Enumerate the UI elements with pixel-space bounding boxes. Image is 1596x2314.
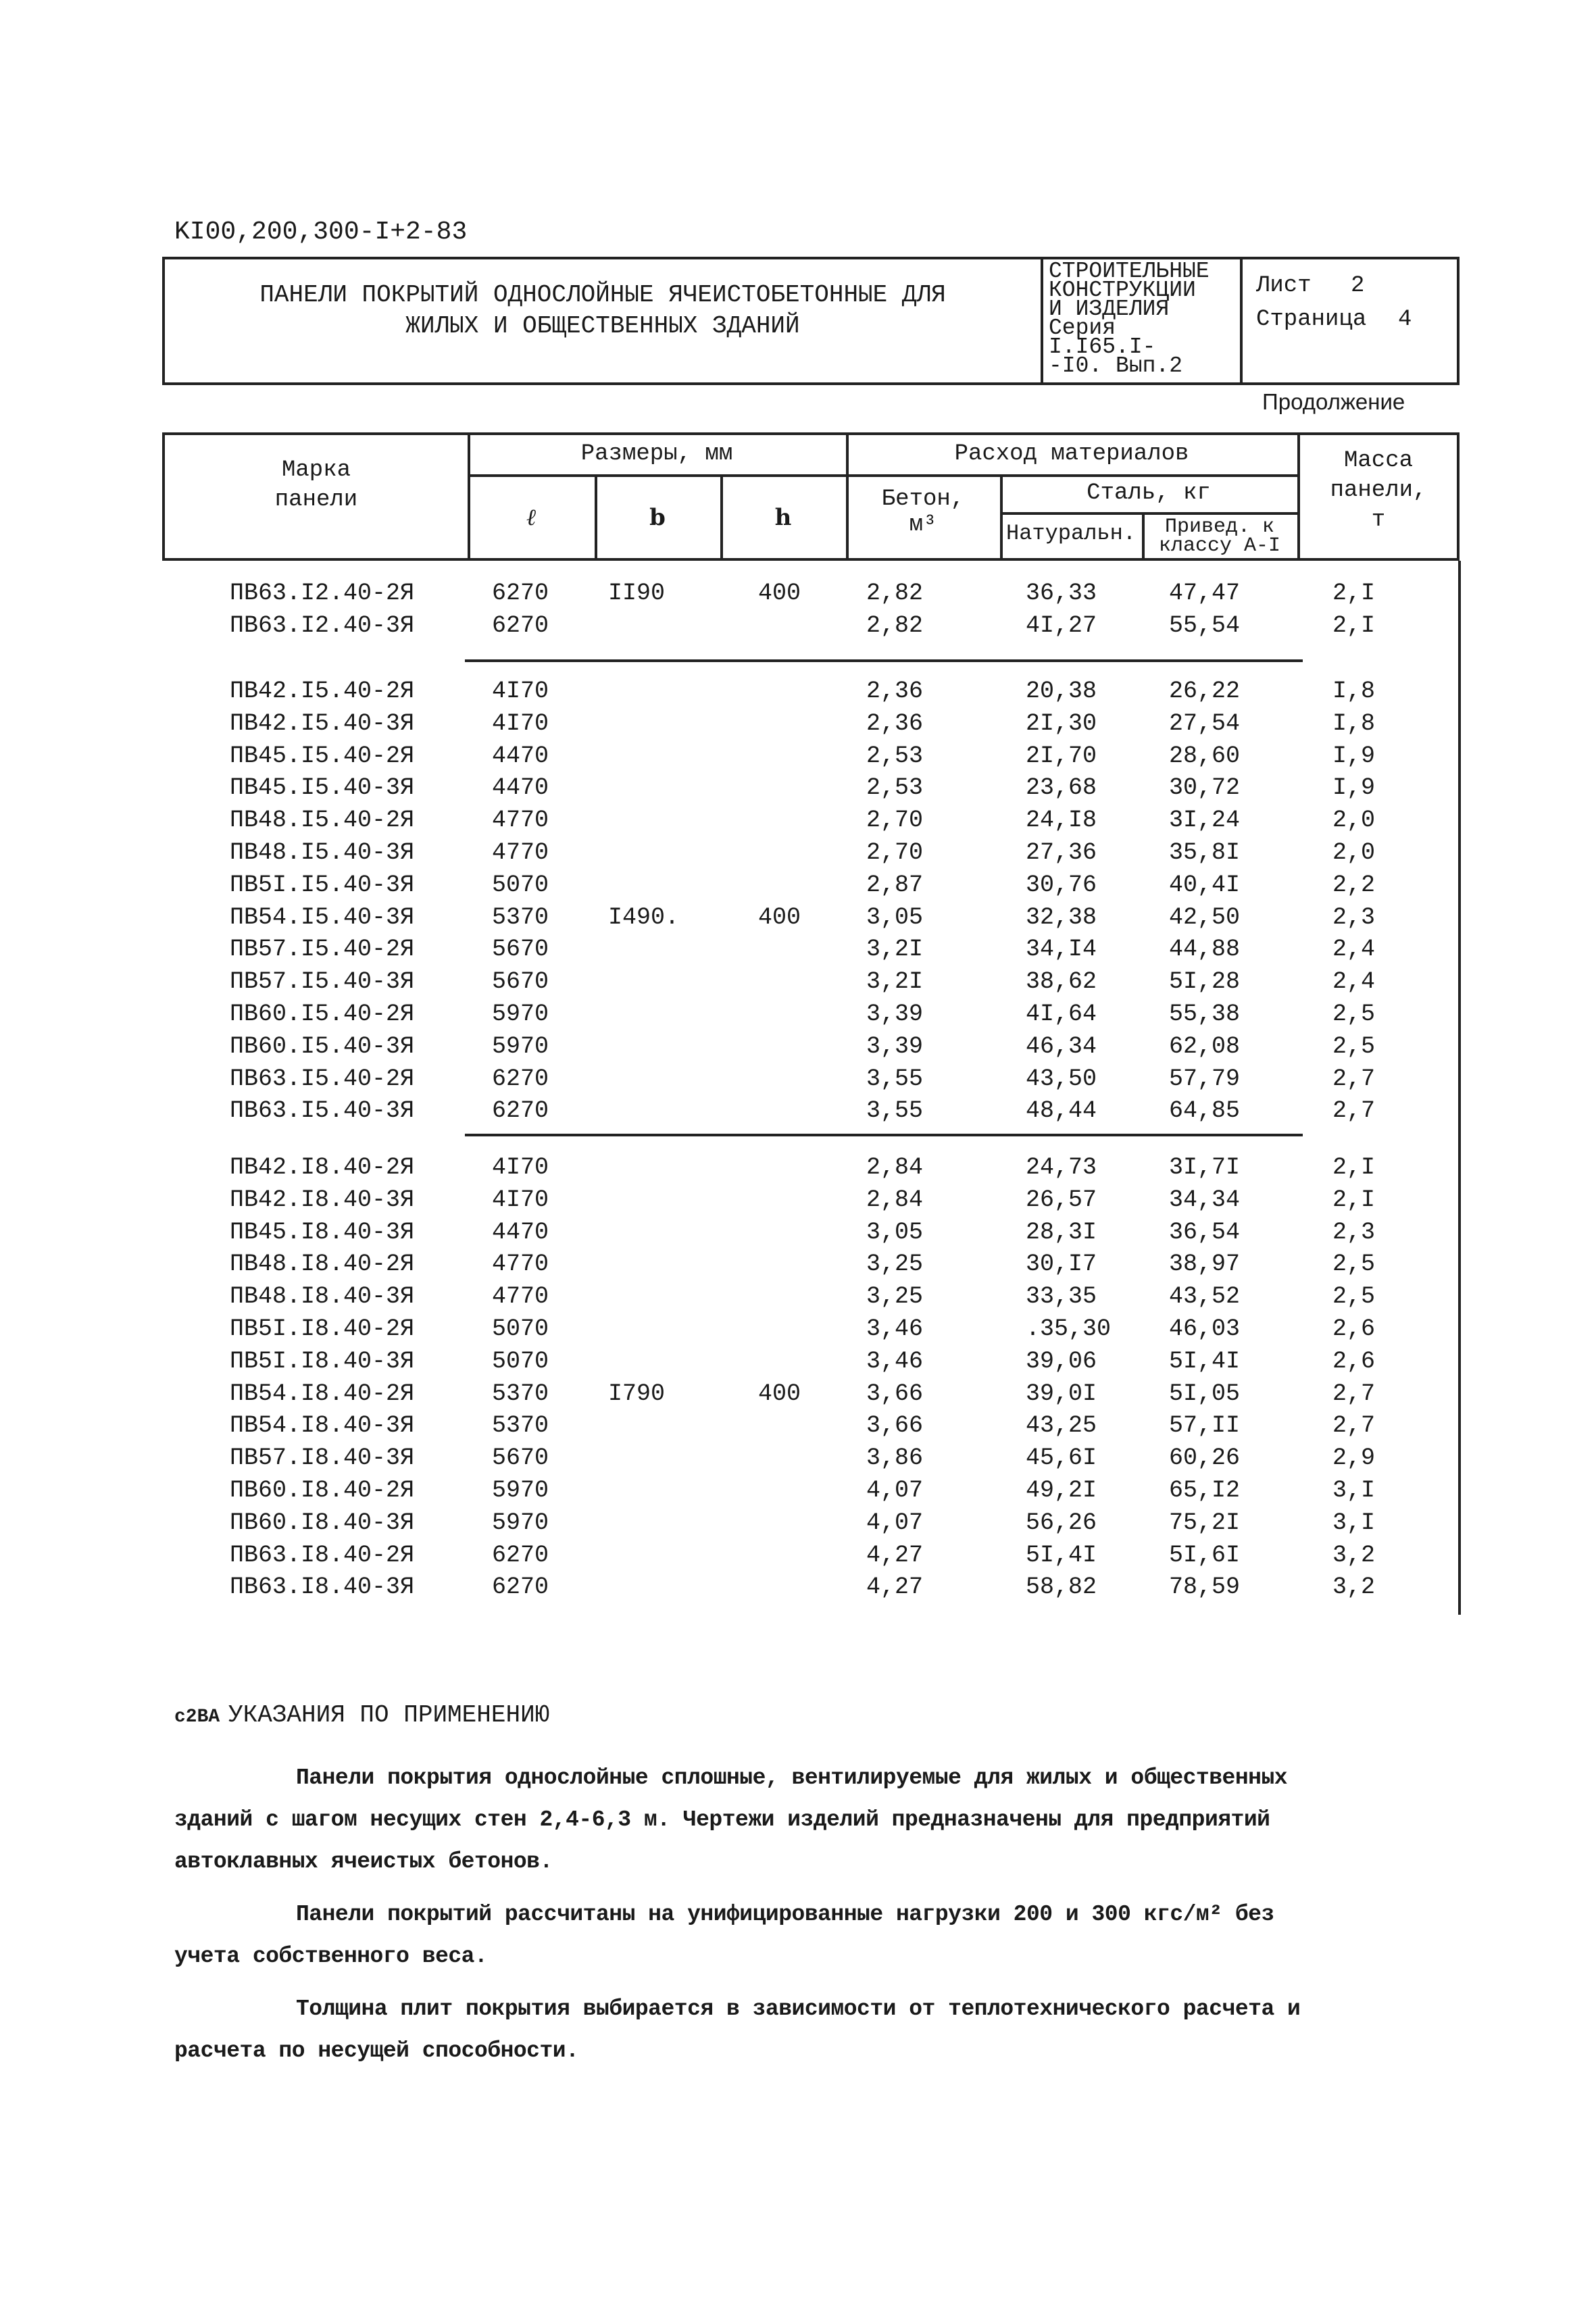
row-steel-reduced: 34,34	[1169, 1186, 1241, 1213]
row-length: 5370	[492, 1380, 549, 1407]
row-concrete: 4,27	[866, 1574, 924, 1601]
row-length: 6270	[492, 1065, 549, 1092]
sheet-info	[1243, 259, 1457, 382]
row-steel-reduced: 40,4I	[1169, 871, 1241, 899]
page-value: 4	[1398, 307, 1412, 332]
table-row	[162, 1186, 1460, 1219]
header-b: b	[649, 504, 666, 531]
usage-notes	[174, 1701, 1323, 2083]
notes-paragraph: Толщина плит покрытия выбирается в зависимости от теплотехнического расчета и расчета по несущей способности.	[174, 1996, 1301, 2063]
title-main	[165, 259, 1043, 382]
row-length: 4770	[492, 1251, 549, 1278]
table-row	[162, 1412, 1460, 1444]
row-mass: 3,I	[1332, 1509, 1376, 1536]
row-mass: 2,6	[1332, 1315, 1376, 1342]
table-row	[162, 1509, 1460, 1542]
table-row	[162, 1348, 1460, 1380]
row-steel-natural: 48,44	[1026, 1097, 1097, 1125]
row-length: 5370	[492, 1412, 549, 1440]
row-mass: 2,3	[1332, 903, 1376, 931]
row-mass: 2,3	[1332, 1218, 1376, 1246]
table-row	[162, 904, 1460, 936]
table-row	[162, 1097, 1460, 1130]
row-mass: 3,2	[1332, 1541, 1376, 1569]
row-mark: ПВ45.I5.40-3Я	[230, 774, 415, 802]
row-mass: 2,5	[1332, 1032, 1376, 1060]
row-steel-reduced: 75,2I	[1169, 1509, 1241, 1536]
row-steel-natural: 33,35	[1026, 1283, 1097, 1311]
table-row	[162, 1444, 1460, 1477]
row-mark: ПВ48.I5.40-2Я	[230, 807, 415, 834]
row-steel-natural: 5I,4I	[1026, 1541, 1097, 1569]
row-concrete: 2,70	[866, 807, 924, 834]
row-length: 4470	[492, 1218, 549, 1246]
row-steel-reduced: 38,97	[1169, 1251, 1241, 1278]
sheet-value: 2	[1351, 273, 1365, 299]
table-row	[162, 1065, 1460, 1098]
row-concrete: 3,2I	[866, 968, 924, 996]
table-row	[162, 968, 1460, 1001]
header-consumption: Расход материалов	[954, 441, 1189, 467]
row-concrete: 3,55	[866, 1065, 924, 1092]
row-steel-reduced: 3I,24	[1169, 807, 1241, 834]
row-steel-reduced: 5I,05	[1169, 1380, 1241, 1407]
row-mark: ПВ60.I5.40-3Я	[230, 1032, 415, 1060]
row-steel-reduced: 57,II	[1169, 1412, 1241, 1440]
row-length: 5070	[492, 1315, 549, 1342]
row-mark: ПВ5I.I5.40-3Я	[230, 871, 415, 899]
row-steel-natural: 30,I7	[1026, 1251, 1097, 1278]
table-header	[162, 432, 1460, 561]
notes-prefix: с2ВА	[174, 1707, 220, 1728]
series-line: КОНСТРУКЦИИ	[1049, 278, 1196, 303]
row-steel-reduced: 43,52	[1169, 1283, 1241, 1311]
notes-heading: УКАЗАНИЯ ПО ПРИМЕНЕНИЮ	[228, 1701, 550, 1729]
row-mass: I,8	[1332, 709, 1376, 737]
row-height: 400	[758, 1380, 801, 1407]
row-concrete: 3,39	[866, 1001, 924, 1028]
row-steel-reduced: 65,I2	[1169, 1477, 1241, 1504]
row-steel-natural: 56,26	[1026, 1509, 1097, 1536]
row-width: II90	[608, 580, 666, 607]
row-steel-reduced: 42,50	[1169, 903, 1241, 931]
row-mass: 2,9	[1332, 1444, 1376, 1472]
row-length: 5670	[492, 968, 549, 996]
row-mass: 2,7	[1332, 1412, 1376, 1440]
row-concrete: 3,55	[866, 1097, 924, 1125]
table-row	[162, 936, 1460, 968]
row-mark: ПВ45.I5.40-2Я	[230, 742, 415, 770]
row-steel-natural: 4I,64	[1026, 1001, 1097, 1028]
row-steel-natural: 32,38	[1026, 903, 1097, 931]
row-concrete: 2,87	[866, 871, 924, 899]
row-length: 4I70	[492, 1186, 549, 1213]
row-concrete: 2,36	[866, 709, 924, 737]
group-separator	[465, 1134, 1303, 1136]
table-row	[162, 839, 1460, 872]
row-mark: ПВ63.I8.40-2Я	[230, 1541, 415, 1569]
title-line-2: ЖИЛЫХ И ОБЩЕСТВЕННЫХ ЗДАНИЙ	[405, 312, 800, 340]
row-steel-natural: 36,33	[1026, 580, 1097, 607]
row-steel-reduced: 46,03	[1169, 1315, 1241, 1342]
row-concrete: 3,25	[866, 1251, 924, 1278]
header-concrete-line2: м³	[909, 512, 937, 538]
series-line: Серия I.I65.I-	[1049, 316, 1156, 359]
row-steel-reduced: 27,54	[1169, 709, 1241, 737]
table-row	[162, 1154, 1460, 1186]
row-mass: 2,5	[1332, 1283, 1376, 1311]
row-length: 5970	[492, 1477, 549, 1504]
row-steel-reduced: 30,72	[1169, 774, 1241, 802]
table-row	[162, 1574, 1460, 1606]
row-mass: 2,2	[1332, 871, 1376, 899]
row-mark: ПВ63.I2.40-2Я	[230, 580, 415, 607]
row-steel-natural: 2I,30	[1026, 709, 1097, 737]
row-steel-reduced: 35,8I	[1169, 839, 1241, 866]
row-concrete: 3,66	[866, 1380, 924, 1407]
row-steel-natural: 43,25	[1026, 1412, 1097, 1440]
row-steel-natural: 45,6I	[1026, 1444, 1097, 1472]
series-info	[1043, 259, 1243, 382]
row-height: 400	[758, 580, 801, 607]
row-steel-natural: 23,68	[1026, 774, 1097, 802]
title-block	[162, 257, 1460, 385]
row-steel-natural: 4I,27	[1026, 611, 1097, 639]
row-steel-natural: 43,50	[1026, 1065, 1097, 1092]
table-row	[162, 1542, 1460, 1574]
row-mass: 2,7	[1332, 1380, 1376, 1407]
header-concrete-line1: Бетон,	[881, 486, 965, 512]
row-steel-natural: 20,38	[1026, 678, 1097, 705]
row-steel-reduced: 36,54	[1169, 1218, 1241, 1246]
row-steel-natural: 46,34	[1026, 1032, 1097, 1060]
row-steel-natural: 58,82	[1026, 1574, 1097, 1601]
row-mark: ПВ57.I5.40-2Я	[230, 936, 415, 963]
row-length: 4I70	[492, 678, 549, 705]
row-concrete: 3,05	[866, 1218, 924, 1246]
row-mark: ПВ60.I8.40-2Я	[230, 1477, 415, 1504]
row-mark: ПВ42.I5.40-3Я	[230, 709, 415, 737]
row-mass: 2,I	[1332, 1186, 1376, 1213]
row-concrete: 2,84	[866, 1154, 924, 1181]
row-concrete: 3,2I	[866, 936, 924, 963]
row-mark: ПВ60.I5.40-2Я	[230, 1001, 415, 1028]
row-steel-reduced: 44,88	[1169, 936, 1241, 963]
row-steel-natural: 38,62	[1026, 968, 1097, 996]
row-mark: ПВ57.I8.40-3Я	[230, 1444, 415, 1472]
row-concrete: 4,27	[866, 1541, 924, 1569]
row-mark: ПВ57.I5.40-3Я	[230, 968, 415, 996]
row-length: 5070	[492, 871, 549, 899]
row-length: 6270	[492, 1541, 549, 1569]
row-concrete: 2,82	[866, 580, 924, 607]
row-mark: ПВ48.I8.40-2Я	[230, 1251, 415, 1278]
table-row	[162, 1283, 1460, 1315]
row-concrete: 2,70	[866, 839, 924, 866]
row-concrete: 3,66	[866, 1412, 924, 1440]
row-mass: I,8	[1332, 678, 1376, 705]
row-mass: I,9	[1332, 774, 1376, 802]
row-steel-reduced: 5I,4I	[1169, 1347, 1241, 1375]
row-length: 5970	[492, 1032, 549, 1060]
row-mass: 2,7	[1332, 1097, 1376, 1125]
row-mass: 2,5	[1332, 1251, 1376, 1278]
row-steel-reduced: 62,08	[1169, 1032, 1241, 1060]
series-line: СТРОИТЕЛЬНЫЕ	[1049, 259, 1210, 284]
row-steel-natural: 34,I4	[1026, 936, 1097, 963]
row-length: 4770	[492, 807, 549, 834]
row-concrete: 3,05	[866, 903, 924, 931]
row-length: 5670	[492, 1444, 549, 1472]
row-mark: ПВ42.I8.40-2Я	[230, 1154, 415, 1181]
row-concrete: 3,86	[866, 1444, 924, 1472]
row-height: 400	[758, 903, 801, 931]
row-steel-natural: 30,76	[1026, 871, 1097, 899]
row-mass: 2,0	[1332, 807, 1376, 834]
series-line: И ИЗДЕЛИЯ	[1049, 297, 1170, 322]
row-steel-reduced: 55,38	[1169, 1001, 1241, 1028]
row-mass: 2,4	[1332, 968, 1376, 996]
row-steel-reduced: 28,60	[1169, 742, 1241, 770]
row-steel-natural: 28,3I	[1026, 1218, 1097, 1246]
row-length: 6270	[492, 1097, 549, 1125]
row-steel-reduced: 26,22	[1169, 678, 1241, 705]
row-mass: 3,I	[1332, 1477, 1376, 1504]
row-mark: ПВ63.I5.40-3Я	[230, 1097, 415, 1125]
row-mass: 2,I	[1332, 1154, 1376, 1181]
notes-paragraph: Панели покрытий рассчитаны на унифицированные нагрузки 200 и 300 кгс/м² без учета собственного веса.	[174, 1902, 1274, 1969]
row-steel-natural: 2I,70	[1026, 742, 1097, 770]
table-row	[162, 1315, 1460, 1348]
row-concrete: 3,46	[866, 1315, 924, 1342]
row-steel-reduced: 47,47	[1169, 580, 1241, 607]
row-mark: ПВ48.I5.40-3Я	[230, 839, 415, 866]
table-row	[162, 1251, 1460, 1283]
header-l: ℓ	[526, 504, 537, 531]
row-concrete: 3,39	[866, 1032, 924, 1060]
row-steel-natural: .35,30	[1026, 1315, 1112, 1342]
header-reduced-line1: Привед. к	[1164, 515, 1275, 538]
row-length: 4470	[492, 774, 549, 802]
document-code: KI00,200,300-I+2-83	[174, 218, 468, 247]
row-length: 4I70	[492, 709, 549, 737]
row-length: 5670	[492, 936, 549, 963]
header-sizes: Размеры, мм	[580, 441, 733, 467]
row-steel-reduced: 57,79	[1169, 1065, 1241, 1092]
row-length: 6270	[492, 580, 549, 607]
row-steel-reduced: 55,54	[1169, 611, 1241, 639]
row-steel-natural: 26,57	[1026, 1186, 1097, 1213]
row-mark: ПВ54.I5.40-3Я	[230, 903, 415, 931]
table-row	[162, 580, 1460, 612]
header-mass-line3: т	[1371, 507, 1386, 533]
row-mass: 2,I	[1332, 580, 1376, 607]
row-width: I790	[608, 1380, 666, 1407]
row-length: 5070	[492, 1347, 549, 1375]
row-mark: ПВ63.I5.40-2Я	[230, 1065, 415, 1092]
row-length: 6270	[492, 1574, 549, 1601]
row-concrete: 2,53	[866, 774, 924, 802]
table-row	[162, 1033, 1460, 1065]
continuation-label: Продолжение	[1262, 389, 1405, 414]
header-mass-line2: панели,	[1330, 478, 1427, 503]
row-concrete: 2,53	[866, 742, 924, 770]
table-row	[162, 774, 1460, 807]
row-mass: 2,7	[1332, 1065, 1376, 1092]
header-steel: Сталь, кг	[1087, 480, 1211, 506]
table-row	[162, 1219, 1460, 1251]
row-mass: 2,I	[1332, 611, 1376, 639]
row-concrete: 3,25	[866, 1283, 924, 1311]
row-mark: ПВ54.I8.40-3Я	[230, 1412, 415, 1440]
row-mass: 2,0	[1332, 839, 1376, 866]
row-steel-natural: 24,73	[1026, 1154, 1097, 1181]
row-length: 6270	[492, 611, 549, 639]
row-mark: ПВ60.I8.40-3Я	[230, 1509, 415, 1536]
table-row	[162, 872, 1460, 904]
row-steel-reduced: 5I,28	[1169, 968, 1241, 996]
row-mark: ПВ42.I5.40-2Я	[230, 678, 415, 705]
row-steel-natural: 27,36	[1026, 839, 1097, 866]
title-line-1: ПАНЕЛИ ПОКРЫТИЙ ОДНОСЛОЙНЫЕ ЯЧЕИСТОБЕТОННЫЕ ДЛЯ	[259, 281, 946, 309]
sheet-label: Лист	[1256, 273, 1312, 299]
row-mass: I,9	[1332, 742, 1376, 770]
header-mark-line2: панели	[274, 487, 358, 513]
row-mass: 3,2	[1332, 1574, 1376, 1601]
row-mark: ПВ45.I8.40-3Я	[230, 1218, 415, 1246]
header-mass-line1: Масса	[1343, 448, 1414, 474]
notes-paragraph: Панели покрытия однослойные сплошные, вентилируемые для жилых и общественных зданий с шагом несущих стен 2,4-6,3 м. Чертежи изделий предназначены для предприятий автоклавных ячеистых бетонов.	[174, 1765, 1288, 1874]
row-length: 5970	[492, 1509, 549, 1536]
row-length: 5370	[492, 903, 549, 931]
row-concrete: 2,84	[866, 1186, 924, 1213]
row-steel-natural: 24,I8	[1026, 807, 1097, 834]
row-mass: 2,4	[1332, 936, 1376, 963]
row-steel-natural: 39,0I	[1026, 1380, 1097, 1407]
row-mark: ПВ5I.I8.40-2Я	[230, 1315, 415, 1342]
row-concrete: 2,82	[866, 611, 924, 639]
row-mass: 2,6	[1332, 1347, 1376, 1375]
table-row	[162, 743, 1460, 775]
page-label: Страница	[1256, 307, 1367, 332]
row-concrete: 2,36	[866, 678, 924, 705]
table-row	[162, 1001, 1460, 1033]
row-mass: 2,5	[1332, 1001, 1376, 1028]
row-width: I490.	[608, 903, 680, 931]
group-separator	[465, 659, 1303, 662]
header-reduced-line2: классу A-I	[1158, 534, 1281, 557]
header-natural: Натуральн.	[1005, 521, 1137, 546]
table-row	[162, 1477, 1460, 1509]
row-mark: ПВ63.I2.40-3Я	[230, 611, 415, 639]
row-mark: ПВ42.I8.40-3Я	[230, 1186, 415, 1213]
table-row	[162, 612, 1460, 645]
row-length: 4770	[492, 839, 549, 866]
row-length: 5970	[492, 1001, 549, 1028]
table-row	[162, 1380, 1460, 1413]
table-row	[162, 678, 1460, 710]
row-steel-natural: 39,06	[1026, 1347, 1097, 1375]
row-steel-natural: 49,2I	[1026, 1477, 1097, 1504]
row-mark: ПВ48.I8.40-3Я	[230, 1283, 415, 1311]
row-steel-reduced: 5I,6I	[1169, 1541, 1241, 1569]
row-steel-reduced: 64,85	[1169, 1097, 1241, 1125]
row-length: 4I70	[492, 1154, 549, 1181]
table-row	[162, 807, 1460, 839]
row-mark: ПВ63.I8.40-3Я	[230, 1574, 415, 1601]
header-mark-line1: Марка	[281, 457, 351, 483]
row-mark: ПВ54.I8.40-2Я	[230, 1380, 415, 1407]
row-mark: ПВ5I.I8.40-3Я	[230, 1347, 415, 1375]
row-steel-reduced: 60,26	[1169, 1444, 1241, 1472]
row-steel-reduced: 3I,7I	[1169, 1154, 1241, 1181]
row-concrete: 4,07	[866, 1477, 924, 1504]
row-length: 4470	[492, 742, 549, 770]
series-line: -I0. Вып.2	[1049, 353, 1183, 378]
row-concrete: 4,07	[866, 1509, 924, 1536]
table-row	[162, 710, 1460, 743]
row-steel-reduced: 78,59	[1169, 1574, 1241, 1601]
row-length: 4770	[492, 1283, 549, 1311]
row-concrete: 3,46	[866, 1347, 924, 1375]
header-h: h	[774, 504, 792, 531]
